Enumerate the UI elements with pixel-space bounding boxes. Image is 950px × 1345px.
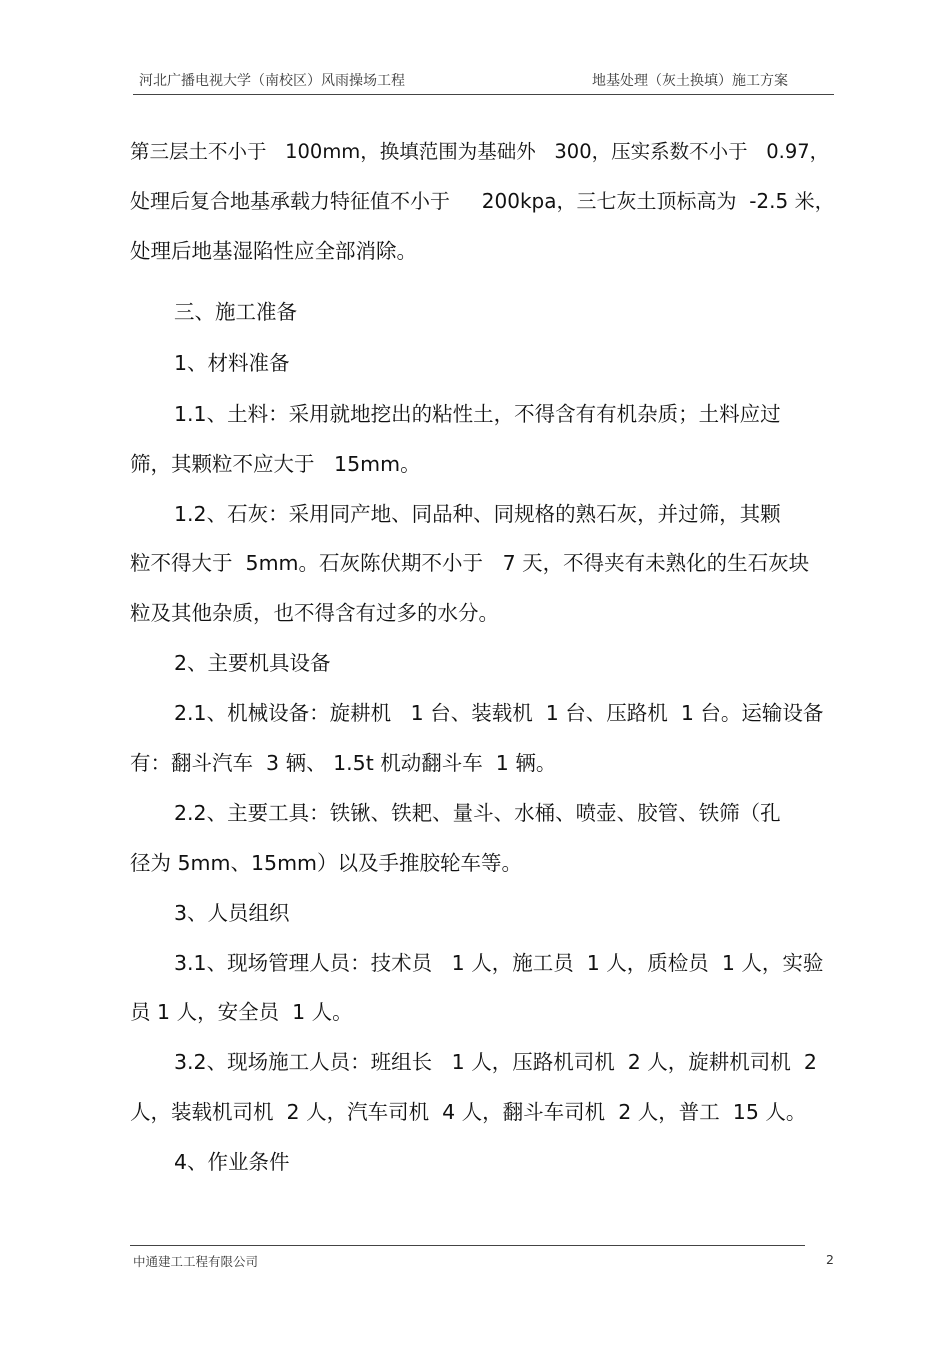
body-line: 径为 5mm、15mm）以及手推胶轮车等。 — [130, 851, 523, 875]
body-line: 筛，其颗粒不应大于 15mm。 — [130, 452, 421, 476]
body-line: 员 1 人，安全员 1 人。 — [130, 1000, 353, 1024]
subsection-heading: 4、作业条件 — [174, 1150, 290, 1174]
header-project-title: 河北广播电视大学（南校区）风雨操场工程 — [139, 73, 405, 89]
header-document-title: 地基处理（灰土换填）施工方案 — [592, 73, 788, 89]
body-line: 有：翻斗汽车 3 辆、 1.5t 机动翻斗车 1 辆。 — [130, 751, 557, 775]
footer-rule — [130, 1245, 805, 1246]
header-rule — [133, 94, 834, 95]
subsection-heading: 1、材料准备 — [174, 351, 290, 375]
body-line: 第三层土不小于 100mm，换填范围为基础外 300，压实系数不小于 0.97， — [130, 140, 830, 163]
body-line: 2.2、主要工具：铁锹、铁耙、量斗、水桶、喷壶、胶管、铁筛（孔 — [174, 801, 781, 825]
subsection-heading: 3、人员组织 — [174, 901, 290, 925]
body-line: 处理后复合地基承载力特征值不小于 200kpa，三七灰土顶标高为 -2.5 米， — [130, 189, 835, 213]
footer-company: 中通建工工程有限公司 — [133, 1254, 259, 1269]
body-line: 粒不得大于 5mm。石灰陈伏期不小于 7 天，不得夹有未熟化的生石灰块 — [130, 551, 810, 575]
body-line: 处理后地基湿陷性应全部消除。 — [130, 239, 417, 263]
body-line: 3.1、现场管理人员：技术员 1 人，施工员 1 人，质检员 1 人，实验 — [174, 951, 824, 975]
body-line: 人，装载机司机 2 人，汽车司机 4 人，翻斗车司机 2 人，普工 15 人。 — [130, 1100, 807, 1124]
section-heading: 三、施工准备 — [174, 300, 297, 324]
body-line: 1.2、石灰：采用同产地、同品种、同规格的熟石灰，并过筛，其颗 — [174, 502, 781, 526]
subsection-heading: 2、主要机具设备 — [174, 651, 331, 675]
body-line: 2.1、机械设备：旋耕机 1 台、装载机 1 台、压路机 1 台。运输设备 — [174, 701, 824, 725]
body-line: 粒及其他杂质，也不得含有过多的水分。 — [130, 601, 499, 625]
body-line: 1.1、土料：采用就地挖出的粘性土，不得含有有机杂质；土料应过 — [174, 402, 781, 426]
page-number: 2 — [826, 1252, 834, 1267]
body-line: 3.2、现场施工人员：班组长 1 人，压路机司机 2 人，旋耕机司机 2 — [174, 1050, 817, 1074]
